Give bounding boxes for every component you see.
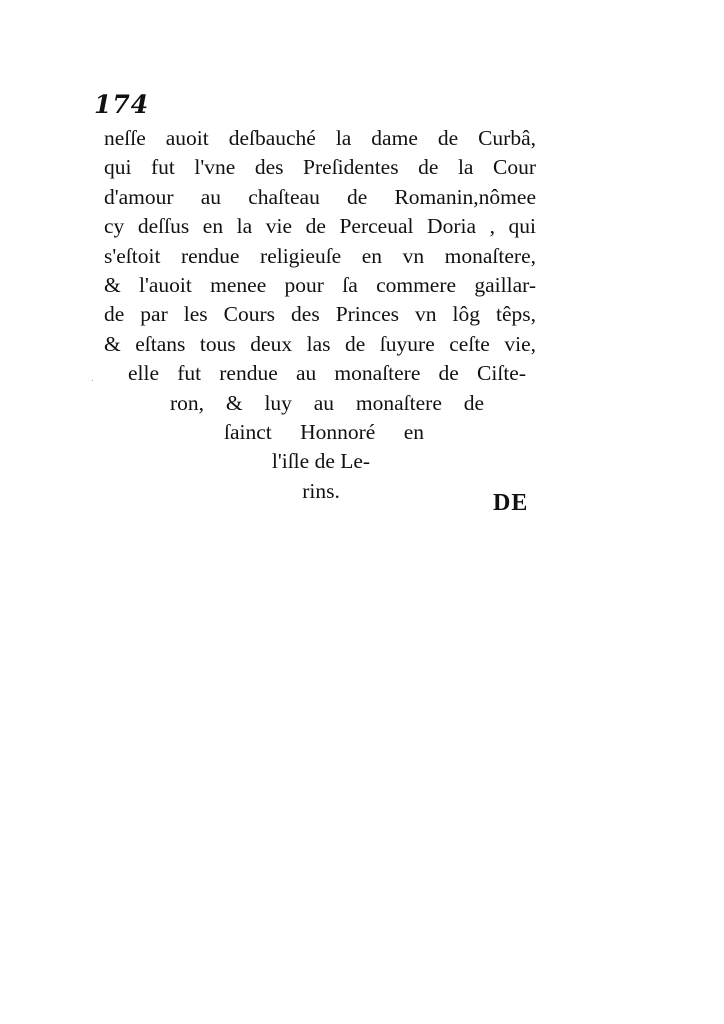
text-line-5: s'eſtoit rendue religieuſe en vn monaſtere,: [104, 243, 536, 268]
text-line-6: & l'auoit menee pour ſa commere gaillar-: [104, 273, 536, 298]
text-line-1: neſſe auoit deſbauché la dame de Curbâ,: [104, 126, 536, 150]
text-line-3: d'amour au chaſteau de Romanin,nômee: [104, 184, 536, 209]
catchword: DE: [493, 490, 529, 516]
text-line-10: ron, & luy au monaſtere de: [170, 390, 484, 415]
text-line-2: qui fut l'vne des Preſidentes de la Cour: [104, 155, 536, 180]
text-line-11: ſainct Honnoré en: [224, 420, 424, 445]
text-line-7: de par les Cours des Princes vn lôg têps,: [104, 302, 536, 327]
text-line-12: l'iſle de Le-: [271, 449, 371, 474]
text-line-4: cy deſſus en la vie de Perceual Doria , qui: [104, 214, 536, 239]
body-text: [100, 124, 542, 506]
text-line-8: & eſtans tous deux las de ſuyure ceſte vie,: [104, 331, 536, 356]
text-line-9: elle fut rendue au monaſtere de Ciſte-: [128, 361, 526, 386]
page-number: 174: [94, 90, 150, 119]
paper-speck: [92, 380, 93, 381]
text-line-13: rins.: [302, 478, 340, 503]
